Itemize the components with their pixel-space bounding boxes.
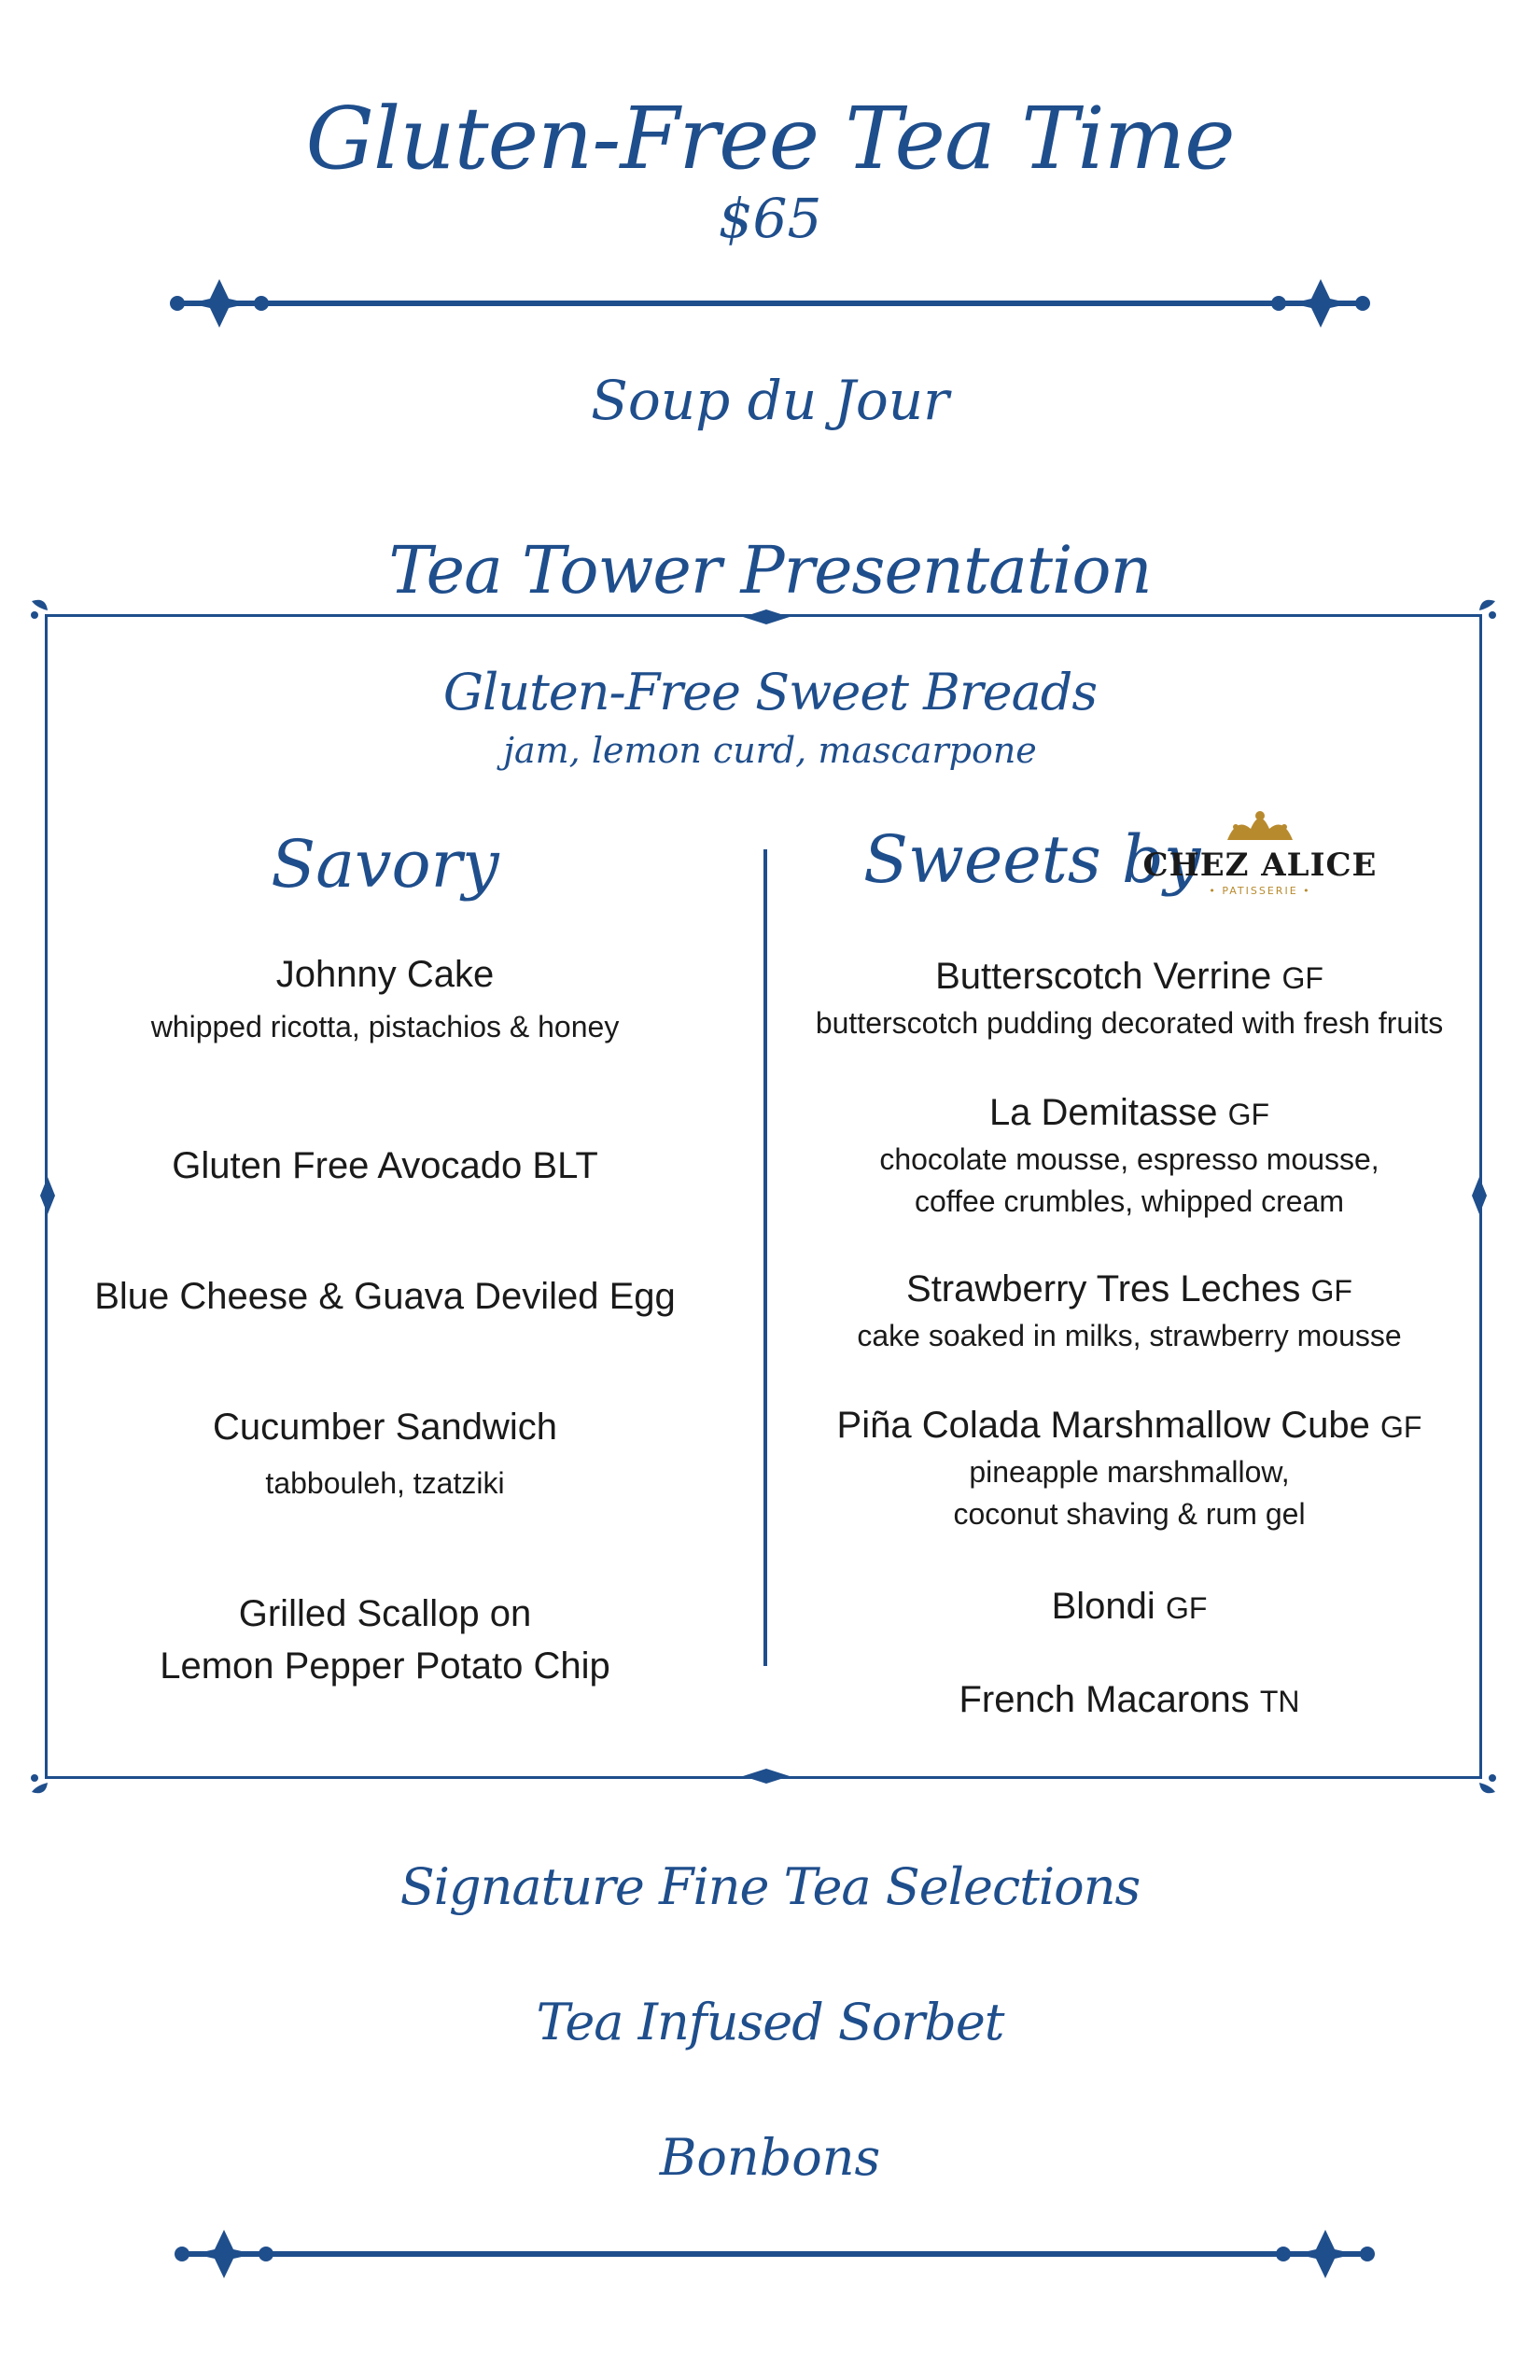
item-description: butterscotch pudding decorated with fresh fruits	[815, 1006, 1444, 1040]
corner-flourish-icon	[1463, 1759, 1500, 1797]
corner-flourish-icon	[1463, 596, 1500, 634]
top-ornament-divider	[163, 275, 1377, 331]
sweet-item	[784, 1090, 1475, 1223]
savory-item	[70, 1591, 700, 1688]
item-name: Lemon Pepper Potato Chip	[160, 1645, 610, 1687]
item-name: Piña Colada Marshmallow Cube	[836, 1405, 1370, 1446]
svg-text:• PATISSERIE •: • PATISSERIE •	[1209, 885, 1311, 897]
chez-alice-logo	[1139, 803, 1381, 901]
tea-infused-sorbet: Tea Infused Sorbet	[536, 1993, 1004, 2051]
sweet-item	[784, 1677, 1475, 1722]
item-tag: GF	[1227, 1098, 1270, 1131]
top-diamond-icon	[743, 608, 790, 626]
item-name: French Macarons	[959, 1679, 1250, 1720]
sweet-breads-accompaniments: jam, lemon curd, mascarpone	[503, 730, 1037, 771]
item-description: coconut shaving & rum gel	[953, 1496, 1306, 1531]
item-description: tabbouleh, tzatziki	[265, 1466, 505, 1500]
soup-du-jour: Soup du Jour	[591, 369, 949, 432]
item-tag: GF	[1165, 1591, 1208, 1625]
menu-title: Gluten-Free Tea Time	[305, 89, 1235, 189]
savory-item	[70, 1405, 700, 1505]
item-name: Grilled Scallop on	[238, 1593, 532, 1634]
savory-item	[70, 952, 700, 1048]
savory-heading: Savory	[271, 826, 499, 903]
sweets-heading: Sweets by	[863, 821, 1201, 898]
sweet-item	[784, 954, 1475, 1044]
sweet-item	[784, 1403, 1475, 1535]
bottom-diamond-icon	[743, 1767, 790, 1785]
item-tag: GF	[1310, 1274, 1352, 1308]
item-description: pineapple marshmallow,	[969, 1455, 1290, 1489]
svg-text:CHEZ ALICE: CHEZ ALICE	[1142, 847, 1378, 884]
bottom-ornament-divider	[168, 2226, 1381, 2282]
column-divider	[763, 849, 767, 1666]
item-description: cake soaked in milks, strawberry mousse	[857, 1319, 1402, 1352]
corner-flourish-icon	[27, 1759, 64, 1797]
menu-price: $65	[718, 187, 822, 250]
item-name: Butterscotch Verrine	[935, 956, 1272, 997]
savory-item	[70, 1274, 700, 1319]
item-tag: TN	[1259, 1685, 1300, 1718]
item-name: Gluten Free Avocado BLT	[172, 1145, 598, 1186]
item-description: chocolate mousse, espresso mousse,	[879, 1142, 1379, 1176]
sweet-item	[784, 1584, 1475, 1629]
item-tag: GF	[1380, 1410, 1422, 1444]
item-name: Strawberry Tres Leches	[906, 1268, 1301, 1309]
tea-tower-title: Tea Tower Presentation	[388, 532, 1152, 609]
savory-item	[70, 1143, 700, 1188]
sweet-item	[784, 1267, 1475, 1357]
bonbons: Bonbons	[659, 2128, 881, 2187]
signature-tea-selections: Signature Fine Tea Selections	[399, 1857, 1141, 1916]
item-name: Johnny Cake	[275, 954, 495, 995]
item-description: whipped ricotta, pistachios & honey	[150, 1010, 620, 1043]
item-tag: GF	[1281, 961, 1323, 995]
item-name: Blondi	[1051, 1586, 1155, 1627]
item-name: Blue Cheese & Guava Deviled Egg	[94, 1276, 676, 1317]
item-name: Cucumber Sandwich	[212, 1407, 558, 1448]
side-diamond-icon	[38, 1177, 57, 1214]
corner-flourish-icon	[27, 596, 64, 634]
item-description: coffee crumbles, whipped cream	[914, 1183, 1345, 1218]
item-name: La Demitasse	[988, 1092, 1218, 1133]
sweet-breads-title: Gluten-Free Sweet Breads	[442, 663, 1098, 721]
